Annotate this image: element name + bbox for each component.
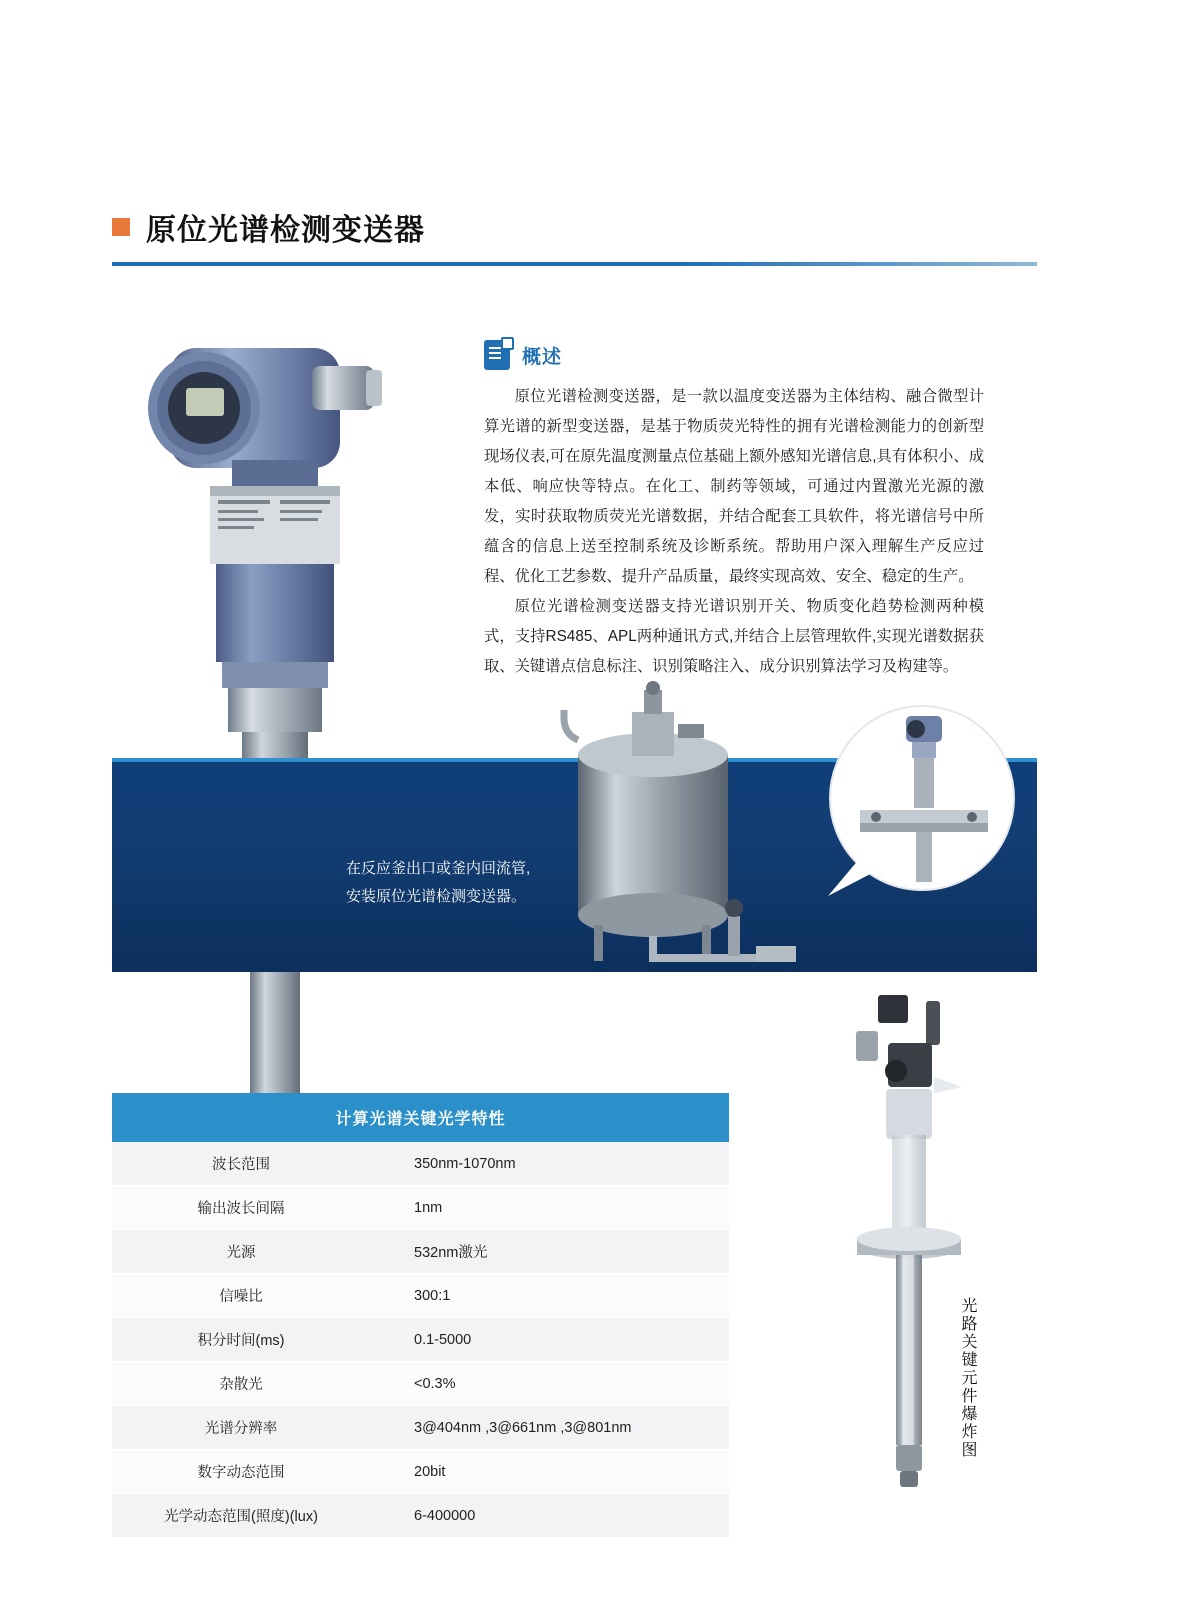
spec-value: 1nm — [370, 1186, 729, 1230]
table-row — [112, 1142, 729, 1186]
spec-key: 光学动态范围(照度)(lux) — [112, 1494, 370, 1538]
overview-paragraph-1: 原位光谱检测变送器，是一款以温度变送器为主体结构、融合微型计算光谱的新型变送器，是基于物质荧光特性的拥有光谱检测能力的创新型现场仪表,可在原先温度测量点位基础上额外感知光谱信息,具有体积小、成本低、响应快等特点。在化工、制药等领域，可通过内置激光光源的激发，实时获取物质荧光光谱数据，并结合配套工具软件，将光谱信号中所蕴含的信息上送至控制系统及诊断系统。帮助用户深入理解生产反应过程、优化工艺参数、提升产品质量，最终实现高效、安全、稳定的生产。 — [484, 388, 984, 585]
table-row — [112, 1318, 729, 1362]
reactor-note — [346, 855, 530, 911]
page-title-block — [112, 205, 1037, 249]
spec-table-title: 计算光谱关键光学特性 — [112, 1093, 729, 1142]
table-row — [112, 1362, 729, 1406]
exploded-view-illustration — [830, 985, 1010, 1515]
title-row — [112, 205, 1037, 249]
spec-key: 光谱分辨率 — [112, 1406, 370, 1450]
overview-body — [484, 382, 984, 682]
table-row — [112, 1230, 729, 1274]
spec-value: 0.1-5000 — [370, 1318, 729, 1362]
reactor-note-line-1: 在反应釜出口或釜内回流管, — [346, 860, 531, 877]
overview-heading — [484, 340, 562, 370]
spec-value: 300:1 — [370, 1274, 729, 1318]
exploded-view-caption: 光路关键元件爆炸图 — [959, 1297, 976, 1459]
spec-table — [112, 1093, 729, 1538]
page-title: 原位光谱检测变送器 — [146, 214, 425, 247]
spec-value: 20bit — [370, 1450, 729, 1494]
table-row — [112, 1450, 729, 1494]
spec-key: 积分时间(ms) — [112, 1318, 370, 1362]
table-row — [112, 1406, 729, 1450]
table-row — [112, 1186, 729, 1230]
title-bullet-icon — [112, 218, 130, 236]
reactor-illustration — [560, 680, 1040, 980]
document-icon — [484, 340, 510, 370]
reactor-note-line-2: 安装原位光谱检测变送器。 — [346, 888, 527, 905]
spec-value: 350nm-1070nm — [370, 1142, 729, 1186]
spec-value: 6-400000 — [370, 1494, 729, 1538]
table-row — [112, 1494, 729, 1538]
spec-key: 波长范围 — [112, 1142, 370, 1186]
title-rule — [112, 262, 1037, 266]
spec-value: <0.3% — [370, 1362, 729, 1406]
spec-key: 杂散光 — [112, 1362, 370, 1406]
spec-value: 532nm激光 — [370, 1230, 729, 1274]
spec-key: 信噪比 — [112, 1274, 370, 1318]
spec-key: 数字动态范围 — [112, 1450, 370, 1494]
table-row — [112, 1274, 729, 1318]
spec-key: 光源 — [112, 1230, 370, 1274]
spec-value: 3@404nm ,3@661nm ,3@801nm — [370, 1406, 729, 1450]
overview-title: 概述 — [522, 346, 563, 368]
spec-key: 输出波长间隔 — [112, 1186, 370, 1230]
overview-paragraph-2: 原位光谱检测变送器支持光谱识别开关、物质变化趋势检测两种模式，支持RS485、APL两种通讯方式,并结合上层管理软件,实现光谱数据获取、关键谱点信息标注、识别策略注入、成分识别算法学习及构建等。 — [484, 598, 984, 675]
